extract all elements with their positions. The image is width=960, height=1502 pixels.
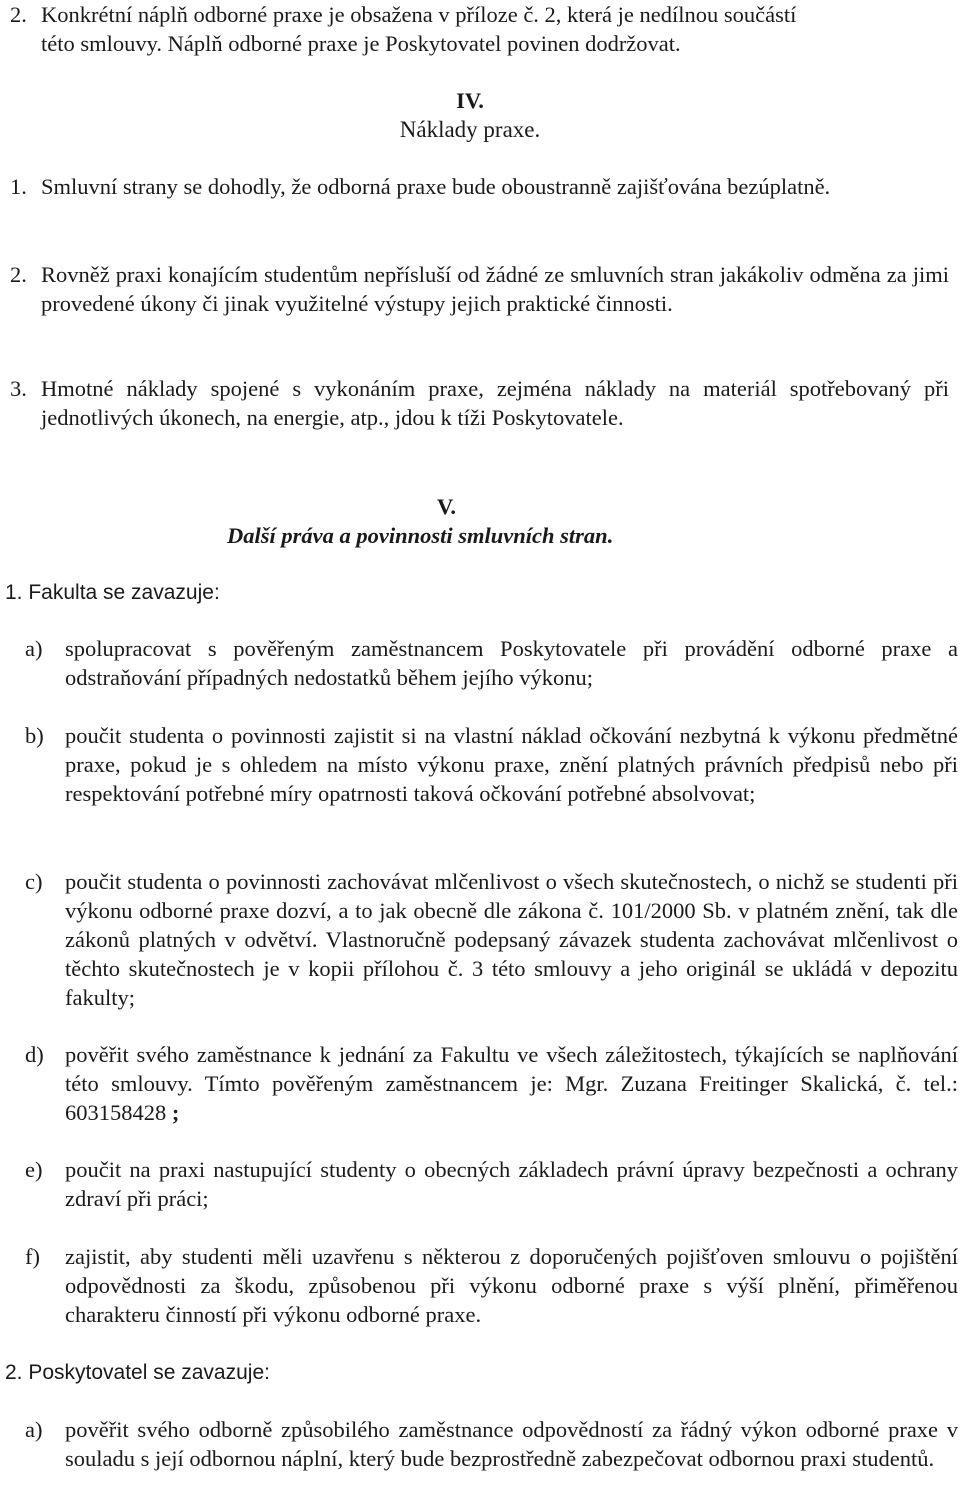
- paragraph-line: Konkrétní náplň odborné praxe je obsažena v příloze č. 2, která je nedílnou součástí: [41, 2, 797, 27]
- item-text: Hmotné náklady spojené s vykonáním praxe, zejména náklady na materiál spotřebovaný při jednotlivých úkonech, na energie, atp., jdou k tíži Poskytovatele.: [41, 376, 949, 430]
- item-letter: c): [25, 869, 43, 894]
- section-title: Náklady praxe.: [399, 117, 541, 142]
- item-text: pověřit svého odborně způsobilého zaměstnance odpovědností za řádný výkon odborné praxe v souladu s její odbornou náplní, který bude bezprostředně zabezpečovat odbornou praxi studentů.: [65, 1417, 958, 1471]
- item-text: zajistit, aby studenti měli uzavřenu s některou z doporučených pojišťoven smlouvu o pojištění odpovědnosti za škodu, způsobenou při výkonu odborné praxe s výší plnění, přiměřenou charakteru činností při výkonu odborné praxe.: [65, 1244, 958, 1327]
- subsection-heading: 1. Fakulta se zavazuje:: [5, 581, 220, 604]
- item-letter: b): [25, 723, 44, 748]
- item-letter: a): [25, 1417, 43, 1442]
- section-number: IV.: [456, 88, 484, 113]
- item-text: [65, 1040, 958, 1127]
- section-number: V.: [437, 494, 456, 519]
- item-letter: a): [25, 636, 43, 661]
- item-number: 3.: [10, 376, 27, 401]
- paragraph-line: této smlouvy. Náplň odborné praxe je Poskytovatel povinen dodržovat.: [41, 31, 681, 56]
- item-text: poučit studenta o povinnosti zajistit si na vlastní náklad očkování nezbytná k výkonu předmětné praxe, pokud je s ohledem na místo výkonu praxe, znění platných právních předpisů nebo při respektování potřebné míry opatrnosti taková očkování potřebné absolvovat;: [65, 723, 958, 806]
- item-number: 2.: [10, 2, 27, 27]
- item-text: spolupracovat s pověřeným zaměstnancem Poskytovatele při provádění odborné praxe a odstraňování případných nedostatků během jejího výkonu;: [65, 636, 958, 690]
- item-letter: e): [25, 1157, 43, 1182]
- subsection-heading: 2. Poskytovatel se zavazuje:: [5, 1361, 270, 1384]
- item-letter: d): [25, 1042, 44, 1067]
- item-text: Rovněž praxi konajícím studentům nepřísluší od žádné ze smluvních stran jakákoliv odměna za jimi provedené úkony či jinak využitelné výstupy jejich praktické činnosti.: [41, 262, 949, 316]
- item-text: Smluvní strany se dohodly, že odborná praxe bude oboustranně zajišťována bezúplatně.: [41, 174, 831, 199]
- item-text-main: pověřit svého zaměstnance k jednání za Fakultu ve všech záležitostech, týkajících se naplňování této smlouvy. Tímto pověřeným zaměstnancem je: Mgr. Zuzana Freitinger Skalická, č. tel.: 603158428: [65, 1042, 958, 1125]
- item-text-suffix: ;: [171, 1100, 180, 1125]
- item-text: poučit na praxi nastupující studenty o obecných základech právní úpravy bezpečnosti a ochrany zdraví při práci;: [65, 1157, 958, 1211]
- item-text: poučit studenta o povinnosti zachovávat mlčenlivost o všech skutečnostech, o nichž se studenti při výkonu odborné praxe dozví, a to jak obecně dle zákona č. 101/2000 Sb. v platném znění, tak dle zákonů platných v odvětví. Vlastnoručně podepsaný závazek studenta zachovávat mlčenlivost o těchto skutečnostech je v kopii přílohou č. 3 této smlouvy a jeho originál se ukládá v depozitu fakulty;: [65, 869, 958, 1010]
- section-title: Další práva a povinnosti smluvních stran.: [227, 523, 614, 548]
- item-number: 2.: [10, 262, 27, 287]
- item-number: 1.: [10, 174, 27, 199]
- item-letter: f): [25, 1244, 40, 1269]
